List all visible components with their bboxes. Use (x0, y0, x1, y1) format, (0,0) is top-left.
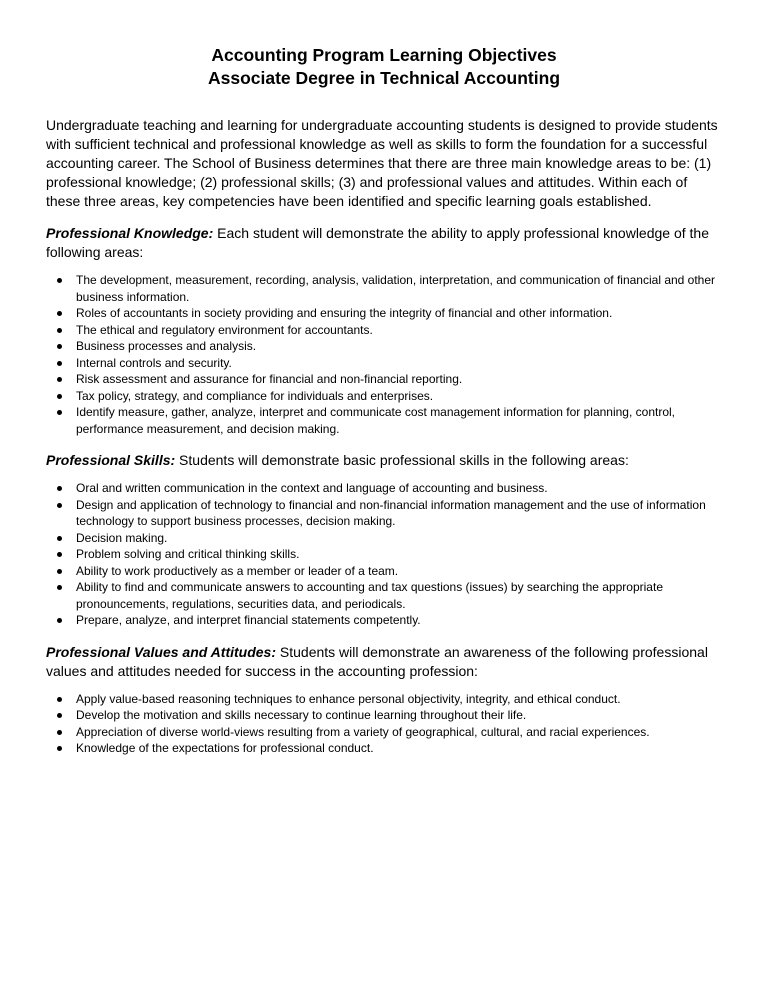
list-item-text: Ability to work productively as a member or leader of a team. (76, 563, 399, 578)
title-line-1: Accounting Program Learning Objectives (211, 45, 557, 65)
document-title (46, 44, 722, 90)
bullet-icon (57, 585, 62, 590)
list-item (57, 371, 722, 388)
title-line-2: Associate Degree in Technical Accounting (207, 68, 561, 88)
list-item-text: Roles of accountants in society providing and ensuring the integrity of financial and other information. (76, 306, 613, 320)
list-item-text: Develop the motivation and skills necessary to continue learning throughout their life. (76, 708, 527, 722)
bullet-icon (57, 569, 62, 574)
values-lead-text: Students will demonstrate an awareness of the following professional values and attitudes needed for success in the accounting profession: (46, 643, 708, 679)
list-item-text: Design and application of technology to financial and non-financial information management and the use of information technology to support business processes, decision making. (76, 497, 706, 528)
list-item (57, 404, 722, 437)
list-item (57, 355, 722, 372)
list-item-text: The development, measurement, recording, analysis, validation, interpretation, and communication of financial and other business information. (76, 273, 716, 304)
list-item-text: The ethical and regulatory environment for accountants. (76, 322, 373, 337)
bullet-icon (57, 394, 62, 399)
skills-lead (46, 451, 722, 470)
list-item (57, 530, 722, 547)
list-item (57, 388, 722, 405)
values-lead (46, 643, 722, 681)
list-item (57, 546, 722, 563)
list-item-text: Knowledge of the expectations for professional conduct. (76, 741, 374, 755)
knowledge-list (46, 272, 722, 437)
list-item-text: Appreciation of diverse world-views resulting from a variety of geographical, cultural, and racial experiences. (76, 724, 650, 739)
list-item (57, 691, 722, 708)
bullet-icon (57, 278, 62, 283)
list-item-text: Oral and written communication in the context and language of accounting and business. (76, 481, 548, 495)
list-item-text: Risk assessment and assurance for financial and non-financial reporting. (76, 372, 463, 386)
list-item-text: Identify measure, gather, analyze, interpret and communicate cost management information for planning, control, performance measurement, and decision making. (76, 405, 675, 436)
knowledge-label: Professional Knowledge: (46, 225, 214, 241)
bullet-icon (57, 361, 62, 366)
list-item (57, 563, 722, 580)
list-item (57, 579, 722, 612)
list-item-text: Ability to find and communicate answers to accounting and tax questions (issues) by searching the appropriate pronouncements, regulations, securities data, and periodicals. (76, 580, 663, 611)
intro-paragraph: Undergraduate teaching and learning for undergraduate accounting students is designed to provide students with sufficient technical and professional knowledge as well as skills to form the foundation for a successful accounting career. The School of Business determines that there are three main knowledge areas to be: (1) professional knowledge; (2) professional skills; (3) and professional values and attitudes. Within each of these three areas, key competencies have been identified and specific learning goals established. (46, 117, 718, 209)
bullet-icon (57, 618, 62, 623)
bullet-icon (57, 377, 62, 382)
bullet-icon (57, 697, 62, 702)
bullet-icon (57, 536, 62, 541)
list-item (57, 272, 722, 305)
bullet-icon (57, 503, 62, 508)
list-item (57, 322, 722, 339)
bullet-icon (57, 344, 62, 349)
list-item (57, 724, 722, 741)
values-label: Professional Values and Attitudes: (46, 643, 277, 660)
list-item (57, 480, 722, 497)
bullet-icon (57, 486, 62, 491)
values-list (46, 691, 722, 757)
list-item-text: Apply value-based reasoning techniques to enhance personal objectivity, integrity, and ethical conduct. (76, 691, 621, 706)
bullet-icon (57, 328, 62, 333)
list-item (57, 740, 722, 757)
bullet-icon (57, 552, 62, 557)
list-item (57, 338, 722, 355)
list-item-text: Prepare, analyze, and interpret financial statements competently. (76, 613, 421, 627)
list-item (57, 707, 722, 724)
list-item-text: Problem solving and critical thinking skills. (76, 547, 300, 561)
list-item (57, 612, 722, 629)
list-item (57, 497, 722, 530)
bullet-icon (57, 746, 62, 751)
skills-list (46, 480, 722, 629)
bullet-icon (57, 713, 62, 718)
bullet-icon (57, 730, 62, 735)
list-item-text: Tax policy, strategy, and compliance for individuals and enterprises. (76, 388, 434, 403)
list-item (57, 305, 722, 322)
knowledge-lead (46, 224, 722, 262)
bullet-icon (57, 410, 62, 415)
list-item-text: Decision making. (76, 530, 168, 545)
list-item-text: Business processes and analysis. (76, 339, 257, 353)
skills-lead-text: Students will demonstrate basic professional skills in the following areas: (175, 452, 629, 468)
knowledge-lead-text: Each student will demonstrate the ability to apply professional knowledge of the following areas: (46, 225, 709, 260)
list-item-text: Internal controls and security. (76, 355, 232, 370)
skills-label: Professional Skills: (46, 452, 176, 468)
bullet-icon (57, 311, 62, 316)
